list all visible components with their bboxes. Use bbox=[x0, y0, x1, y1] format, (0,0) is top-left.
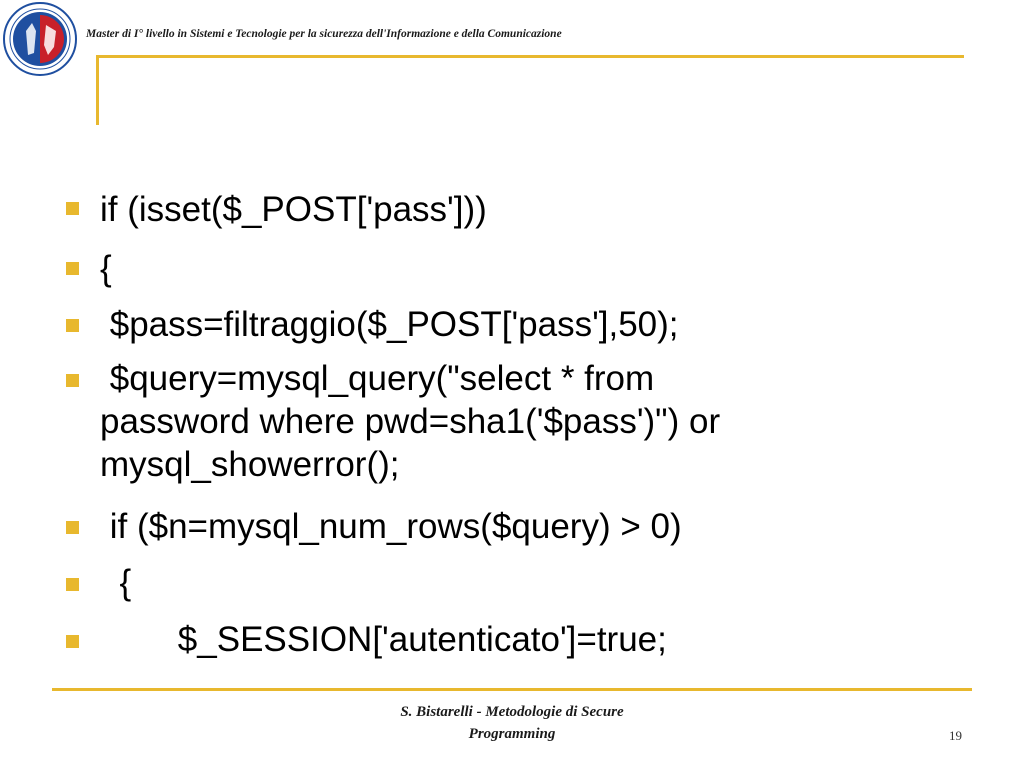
bullet-item: if ($n=mysql_num_rows($query) > 0) bbox=[100, 507, 682, 546]
bullet-item: $_SESSION['autenticato']=true; bbox=[100, 620, 667, 659]
footer-line-2: Programming bbox=[468, 726, 556, 742]
bullet-item: { bbox=[100, 249, 112, 288]
bullet-item: $pass=filtraggio($_POST['pass'],50); bbox=[100, 305, 679, 344]
page-number: 19 bbox=[949, 728, 962, 743]
header-title: Master di I° livello in Sistemi e Tecnologie per la sicurezza dell'Informazione e della Comunicazione bbox=[86, 28, 562, 40]
bullet-marker-icon bbox=[66, 578, 79, 591]
footer-rule bbox=[52, 688, 972, 691]
bullet-item: $query=mysql_query("select * from password where pwd=sha1('$pass')") or mysql_showerror(); bbox=[100, 359, 721, 484]
bullet-marker-icon bbox=[66, 319, 79, 332]
footer-line-1: S. Bistarelli - Metodologie di Secure bbox=[400, 704, 624, 720]
bullet-item: { bbox=[100, 563, 132, 602]
bullet-marker-icon bbox=[66, 635, 79, 648]
bullet-marker-icon bbox=[66, 374, 79, 387]
bullet-marker-icon bbox=[66, 202, 79, 215]
footer-author bbox=[0, 701, 1024, 745]
bullet-item: if (isset($_POST['pass'])) bbox=[100, 190, 487, 229]
bullet-marker-icon bbox=[66, 521, 79, 534]
bullet-marker-icon bbox=[66, 262, 79, 275]
